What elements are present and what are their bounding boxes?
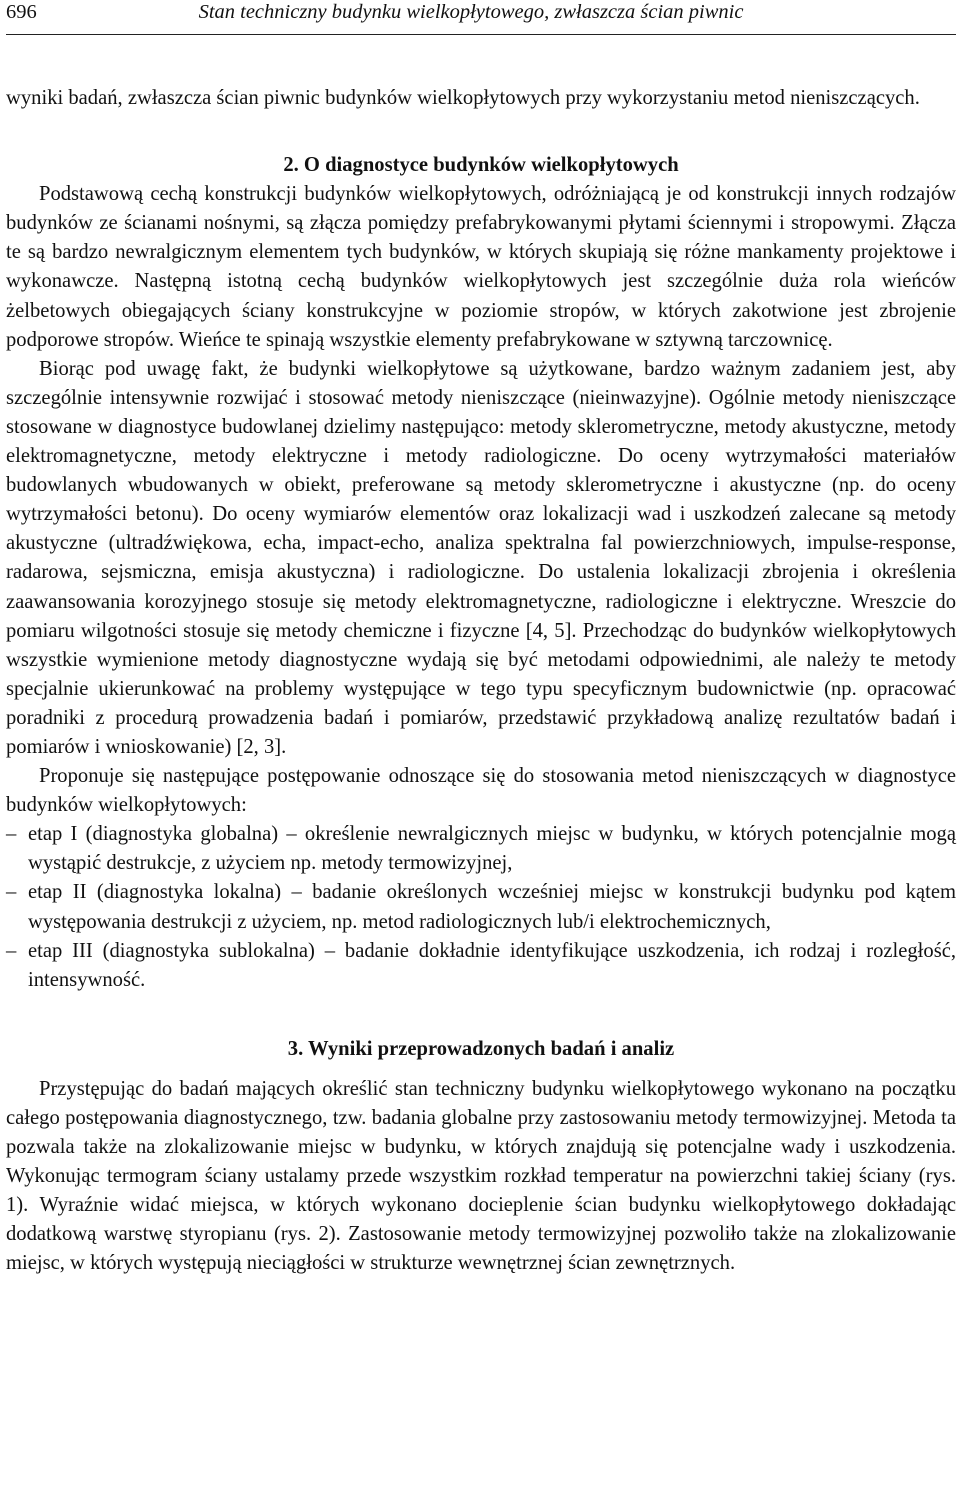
running-header [6, 0, 956, 35]
list-item [6, 937, 956, 995]
running-title: Stan techniczny budynku wielkopłytowego, zwłaszcza ścian piwnic [198, 1, 744, 23]
list-item-text: etap II (diagnostyka lokalna) – badanie określonych wcześniej miejsc w konstrukcji budynku pod kątem występowania destrukcji z użyciem, np. metod radiologicznych lub/i elektrochemicznych, [28, 881, 956, 933]
stage-list [6, 820, 956, 995]
intro-paragraph-tail: wyniki badań, zwłaszcza ścian piwnic budynków wielkopłytowych przy wykorzystaniu metod nieniszczących. [6, 87, 920, 109]
dash-bullet: – [6, 939, 17, 962]
section-3-heading: 3. Wyniki przeprowadzonych badań i analiz [287, 1037, 675, 1060]
page-number: 696 [6, 1, 37, 23]
section-2-heading: 2. O diagnostyce budynków wielkopłytowych [283, 154, 679, 177]
list-item [6, 820, 956, 878]
section-2-paragraph: Podstawową cechą konstrukcji budynków wielkopłytowych, odróżniającą je od konstrukcji innych rodzajów budynków ze ścianami nośnymi, są złącza pomiędzy prefabrykowanymi płytami ściennymi i stropowymi. Złącza te są bardzo newralgicznym elementem tych budynków, w których skupiają się różne mankamenty projektowe i wykonawcze. Następną istotną cechą budynków wielkopłytowych jest szczególnie duża rola wieńców żelbetowych obiegających ściany konstrukcyjne w poziomie stropów, w których zakotwione jest zbrojenie podporowe stropów. Wieńce te spinają wszystkie elementy prefabrykowane w sztywną tarczownicę. [6, 183, 956, 351]
body-text [6, 84, 956, 1279]
list-item-text: etap III (diagnostyka sublokalna) – badanie dokładnie identyfikujące uszkodzenia, ich rodzaj i rozległość, intensywność. [28, 939, 956, 991]
section-3-paragraph: Przystępując do badań mających określić stan techniczny budynku wielkopłytowego wykonano na początku całego postępowania diagnostycznego, tzw. badania globalne przy zastosowaniu metody termowizyjnej. Metoda ta pozwala także na zlokalizowanie miejsc w budynku, w których znajdują się potencjalne wady i uszkodzenia. Wykonując termogram ściany ustalamy przede wszystkim rozkład temperatur na powierzchni takiej ściany (rys. 1). Wyraźnie widać miejsca, w których wykonano docieplenie ścian budynku wielkopłytowego dokładając dodatkową warstwę styropianu (rys. 2). Zastosowanie metody termowizyjnej pozwoliło także na zlokalizowanie miejsc, w których występują nieciągłości w strukturze wewnętrznej ścian zewnętrznych. [6, 1077, 956, 1275]
section-2-paragraph: Proponuje się następujące postępowanie odnoszące się do stosowania metod nieniszczących w diagnostyce budynków wielkopłytowych: [6, 765, 956, 817]
list-item-text: etap I (diagnostyka globalna) – określenie newralgicznych miejsc w budynku, w których potencjalnie mogą wystąpić destrukcje, z użyciem np. metody termowizyjnej, [28, 823, 956, 875]
section-2-paragraph: Biorąc pod uwagę fakt, że budynki wielkopłytowe są użytkowane, bardzo ważnym zadaniem jest, aby szczególnie intensywnie rozwijać i stosować metody nieniszczące (nieinwazyjne). Ogólnie metody nieniszczące stosowane w diagnostyce budowlanej dzielimy następująco: metody sklerometryczne, metody akustyczne, metody elektromagnetyczne, metody elektryczne i metody radiologiczne. Do oceny wytrzymałości materiałów budowlanych wbudowanych w obiekt, preferowane są metody sklerometryczne i akustyczne (np. do oceny wytrzymałości betonu). Do oceny wymiarów elementów oraz lokalizacji wad i uszkodzeń zalecane są metody akustyczne (ultradźwiękowa, echa, impact-echo, analiza spektralna fal powierzchniowych, impulse-response, radarowa, sejsmiczna, emisja akustyczna) i radiologiczne. Do ustalenia lokalizacji zbrojenia i określenia zaawansowania korozyjnego stosuje się metody elektromagnetyczne, radiologiczne i elektryczne. Wreszcie do pomiaru wilgotności stosuje się metody chemiczne i fizyczne [4, 5]. Przechodząc do budynków wielkopłytowych wszystkie wymienione metody diagnostyczne wydają się być metodami odpowiednimi, ale należy te metody specjalnie ukierunkować na problemy występujące w tego typu specyficznym budownictwie (np. opracować poradniki z procedurą prowadzenia badań i pomiarów, przedstawić przykładową analizę rezultatów badań i pomiarów i wnioskowanie) [2, 3]. [6, 357, 956, 758]
dash-bullet: – [6, 881, 17, 904]
dash-bullet: – [6, 823, 17, 846]
list-item [6, 878, 956, 936]
